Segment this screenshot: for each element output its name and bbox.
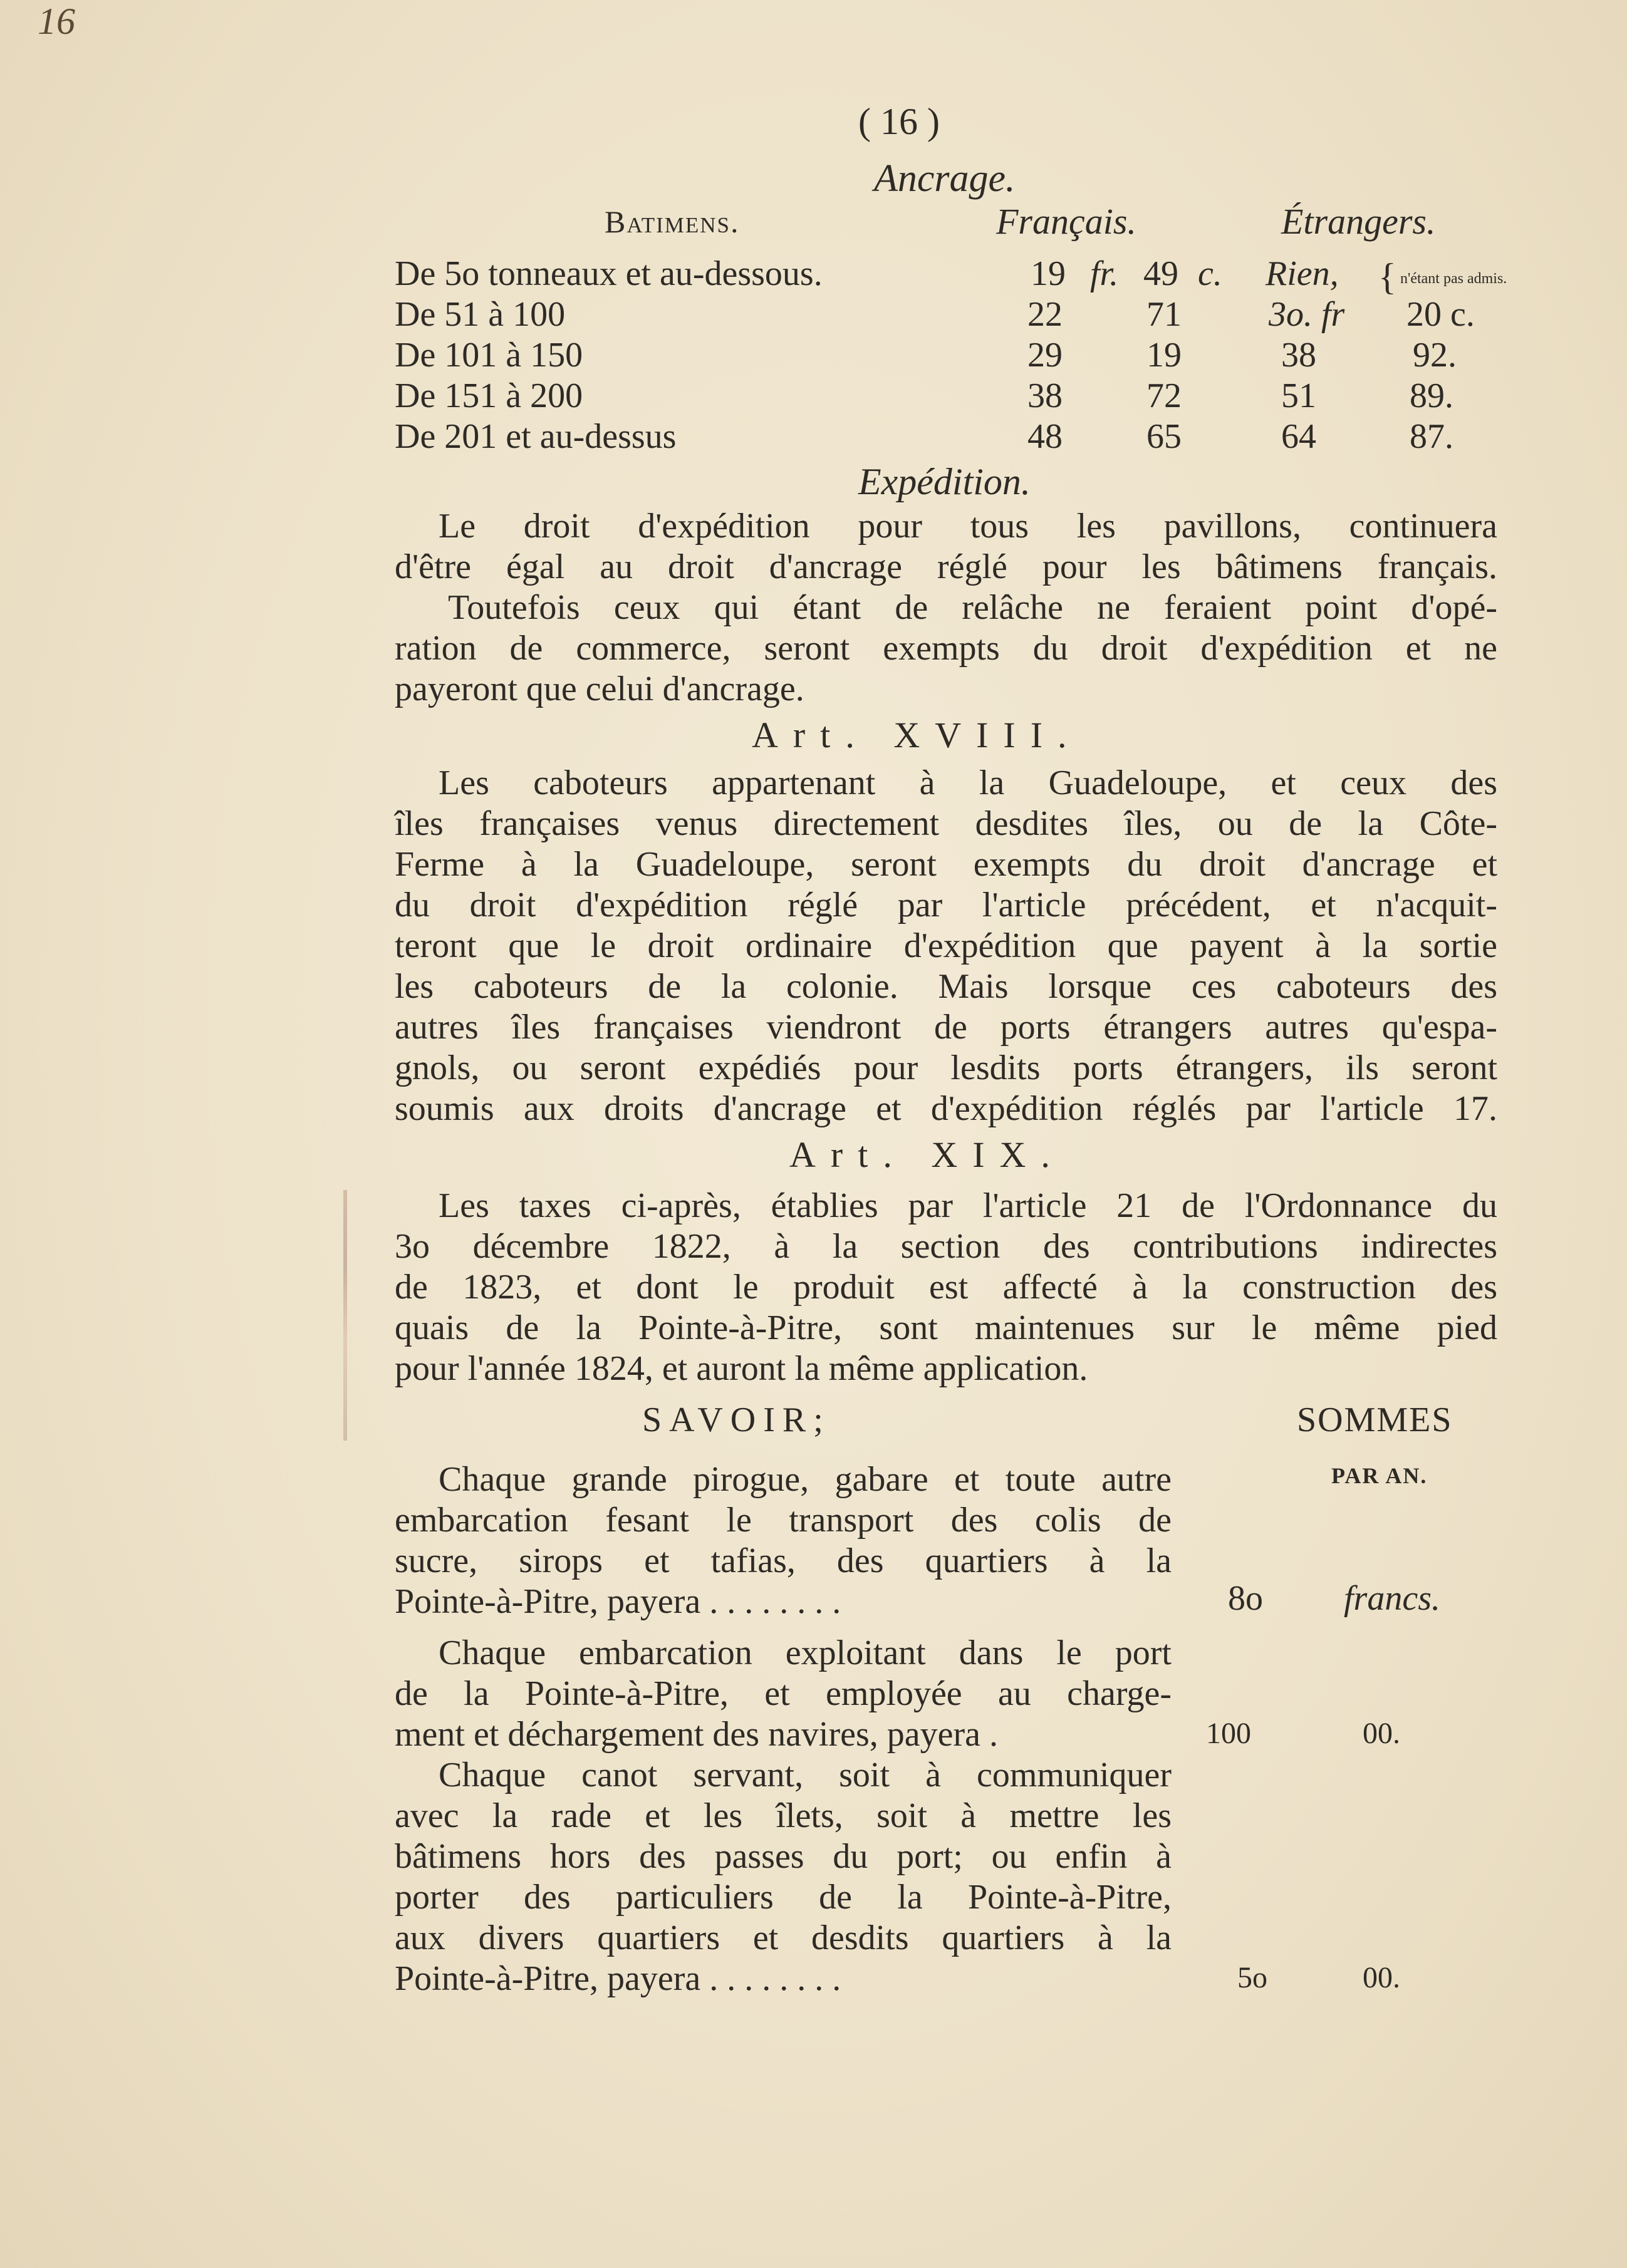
text-line: pour l'année 1824, et auront la même application. bbox=[395, 1349, 1088, 1388]
article-19-title: Art. XIX. bbox=[789, 1134, 1065, 1175]
text-line: Pointe-à-Pitre, payera . . . . . . . . bbox=[395, 1959, 841, 1998]
text-line: porter des particuliers de la Pointe-à-Pitre, bbox=[395, 1878, 1172, 1917]
text-line: Chaque canot servant, soit à communiquer bbox=[439, 1756, 1172, 1794]
row-fr: 48 bbox=[1027, 417, 1063, 456]
text-line: Le droit d'expédition pour tous les pavillons, continuera bbox=[439, 507, 1497, 546]
text-line: bâtimens hors des passes du port; ou enfin à bbox=[395, 1837, 1172, 1876]
par-an-label: PAR AN. bbox=[1331, 1463, 1428, 1488]
row-label: De 5o tonneaux et au-dessous. bbox=[395, 254, 823, 293]
row-etr: 51 bbox=[1281, 376, 1316, 415]
row-fr: 19 bbox=[1031, 254, 1066, 293]
section-title-ancrage: Ancrage. bbox=[874, 157, 1016, 200]
row-etr: 38 bbox=[1281, 336, 1316, 375]
text-line: gnols, ou seront expédiés pour lesdits ports étrangers, ils seront bbox=[395, 1049, 1497, 1087]
text-line: autres îles françaises viendront de ports étrangers autres qu'espa- bbox=[395, 1008, 1497, 1047]
text-line: ration de commerce, seront exempts du droit d'expédition et ne bbox=[395, 629, 1497, 668]
tax-unit: francs. bbox=[1344, 1579, 1440, 1618]
row-etr-note: n'étant pas admis. bbox=[1400, 271, 1507, 287]
table-header-francais: Français. bbox=[996, 201, 1136, 242]
section-title-expedition: Expédition. bbox=[858, 461, 1031, 502]
row-label: De 151 à 200 bbox=[395, 376, 583, 415]
text-line: aux divers quartiers et desdits quartiers à la bbox=[395, 1918, 1172, 1957]
row-fr: 22 bbox=[1027, 295, 1063, 334]
tax-amount: 8o bbox=[1228, 1579, 1263, 1618]
table-header-batimens: Batimens. bbox=[605, 204, 740, 239]
row-label: De 201 et au-dessus bbox=[395, 417, 677, 456]
row-etr-c: 20 c. bbox=[1406, 295, 1475, 334]
text-line: de la Pointe-à-Pitre, et employée au charge- bbox=[395, 1674, 1172, 1713]
row-etr: 3o. fr bbox=[1269, 295, 1345, 334]
text-line: embarcation fesant le transport des colis de bbox=[395, 1501, 1172, 1540]
text-line: Les taxes ci-après, établies par l'article 21 de l'Ordonnance du bbox=[439, 1186, 1497, 1225]
row-c-unit: c. bbox=[1198, 254, 1222, 293]
sommes-heading: SOMMES bbox=[1297, 1401, 1453, 1439]
row-c: 65 bbox=[1146, 417, 1182, 456]
table-header-etrangers: Étrangers. bbox=[1281, 201, 1436, 242]
row-etr-c: 89. bbox=[1410, 376, 1453, 415]
row-etr: Rien, bbox=[1266, 254, 1339, 293]
text-line: d'être égal au droit d'ancrage réglé pour les bâtimens français. bbox=[395, 547, 1497, 586]
text-line: sucre, sirops et tafias, des quartiers à la bbox=[395, 1541, 1172, 1580]
tax-amount: 100 bbox=[1206, 1717, 1251, 1750]
text-line: 3o décembre 1822, à la section des contributions indirectes bbox=[395, 1227, 1497, 1266]
row-etr-c: 92. bbox=[1413, 336, 1457, 375]
row-label: De 51 à 100 bbox=[395, 295, 566, 334]
text-line: du droit d'expédition réglé par l'article précédent, et n'acquit- bbox=[395, 886, 1497, 924]
row-c: 49 bbox=[1143, 254, 1178, 293]
tax-unit: 00. bbox=[1363, 1717, 1400, 1750]
tax-amount: 5o bbox=[1237, 1961, 1267, 1994]
row-c: 19 bbox=[1146, 336, 1182, 375]
row-fr: 29 bbox=[1027, 336, 1063, 375]
text-line: Chaque grande pirogue, gabare et toute autre bbox=[439, 1460, 1172, 1499]
page-number: ( 16 ) bbox=[858, 101, 940, 142]
text-line: ment et déchargement des navires, payera . bbox=[395, 1715, 998, 1754]
text-line: avec la rade et les îlets, soit à mettre les bbox=[395, 1796, 1172, 1835]
row-etr-c: 87. bbox=[1410, 417, 1453, 456]
text-line: Ferme à la Guadeloupe, seront exempts du droit d'ancrage et bbox=[395, 845, 1497, 884]
brace-icon: { bbox=[1378, 256, 1396, 298]
margin-ink-stain bbox=[343, 1190, 347, 1441]
row-fr: 38 bbox=[1027, 376, 1063, 415]
text-line: teront que le droit ordinaire d'expédition que payent à la sortie bbox=[395, 926, 1497, 965]
text-line: les caboteurs de la colonie. Mais lorsque ces caboteurs des bbox=[395, 967, 1497, 1006]
savoir-heading: SAVOIR; bbox=[642, 1401, 831, 1439]
text-line: Chaque embarcation exploitant dans le port bbox=[439, 1634, 1172, 1672]
article-18-title: Art. XVIII. bbox=[752, 715, 1082, 755]
row-c: 72 bbox=[1146, 376, 1182, 415]
corner-page-mark: 16 bbox=[38, 1, 75, 42]
text-line: payeront que celui d'ancrage. bbox=[395, 670, 804, 708]
row-c: 71 bbox=[1146, 295, 1182, 334]
row-fr-unit: fr. bbox=[1090, 254, 1119, 293]
text-line: îles françaises venus directement desdites îles, ou de la Côte- bbox=[395, 804, 1497, 843]
row-etr: 64 bbox=[1281, 417, 1316, 456]
text-line: Les caboteurs appartenant à la Guadeloupe, et ceux des bbox=[439, 764, 1497, 802]
text-line: de 1823, et dont le produit est affecté à la construction des bbox=[395, 1268, 1497, 1307]
text-line: Toutefois ceux qui étant de relâche ne feraient point d'opé- bbox=[448, 588, 1497, 627]
text-line: soumis aux droits d'ancrage et d'expédition réglés par l'article 17. bbox=[395, 1089, 1497, 1128]
tax-unit: 00. bbox=[1363, 1961, 1400, 1994]
text-line: quais de la Pointe-à-Pitre, sont maintenues sur le même pied bbox=[395, 1308, 1497, 1347]
text-line: Pointe-à-Pitre, payera . . . . . . . . bbox=[395, 1582, 841, 1621]
row-label: De 101 à 150 bbox=[395, 336, 583, 375]
